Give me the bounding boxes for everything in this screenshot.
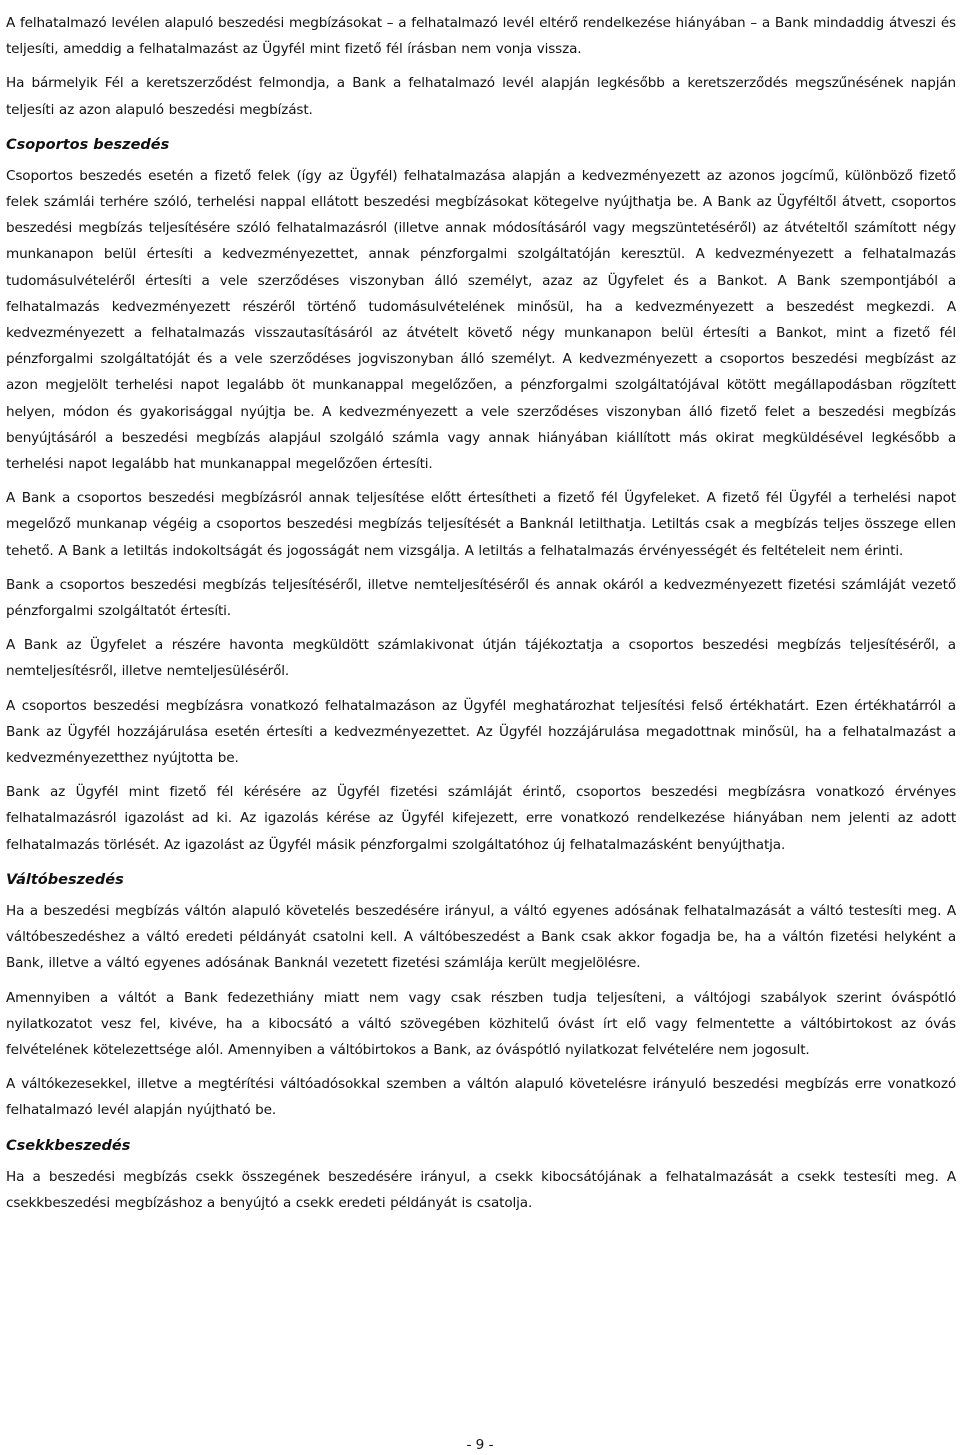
cheque-collection-paragraph-1: Ha a beszedési megbízás csekk összegének beszedésére irányul, a csekk kibocsátójának a felhatalmazását a csekk testesíti meg. A csekkbeszedési megbízáshoz a benyújtó a csekk eredeti példányát is csatolja. <box>6 1168 956 1211</box>
document-page <box>6 10 956 1216</box>
section-heading-group-collection: Csoportos beszedés <box>6 136 170 153</box>
group-collection-paragraph-4: A Bank az Ügyfelet a részére havonta megküldött számlakivonat útján tájékoztatja a csoportos beszedési megbízás teljesítéséről, a nemteljesítésről, illetve nemteljesüléséről. <box>6 637 956 680</box>
intro-paragraph-1: A felhatalmazó levélen alapuló beszedési megbízásokat – a felhatalmazó levél eltérő rendelkezése hiányában – a Bank mindaddig átveszi és teljesíti, ameddig a felhatalmazást az Ügyfél mint fizető fél írásban nem vonja vissza. <box>6 15 956 58</box>
group-collection-paragraph-6: Bank az Ügyfél mint fizető fél kérésére az Ügyfél fizetési számláját érintő, csoportos beszedési megbízásra vonatkozó érvényes felhatalmazásról igazolást ad ki. Az igazolás kérése az Ügyfél kifejezett, erre vonatkozó rendelkezése hiányában nem jelenti az adott felhatalmazás törlését. Az igazolást az Ügyfél másik pénzforgalmi szolgáltatóhoz új felhatalmazásként benyújthatja. <box>6 784 956 853</box>
section-heading-bill-collection: Váltóbeszedés <box>6 871 124 888</box>
section-heading-cheque-collection: Csekkbeszedés <box>6 1137 131 1154</box>
group-collection-paragraph-2: A Bank a csoportos beszedési megbízásról annak teljesítése előtt értesítheti a fizető fél Ügyfeleket. A fizető fél Ügyfél a terhelési napot megelőző munkanap végéig a csoportos beszedési megbízás teljesítését a Banknál letilthatja. Letiltás csak a megbízás teljes összege ellen tehető. A Bank a letiltás indokoltságát és jogosságát nem vizsgálja. A letiltás a felhatalmazás érvényességét és feltételeit nem érinti. <box>6 490 956 559</box>
group-collection-paragraph-3: Bank a csoportos beszedési megbízás teljesítéséről, illetve nemteljesítéséről és annak okáról a kedvezményezett fizetési számláját vezető pénzforgalmi szolgáltatót értesíti. <box>6 576 956 620</box>
intro-paragraph-2: Ha bármelyik Fél a keretszerződést felmondja, a Bank a felhatalmazó levél alapján legkésőbb a keretszerződés megszűnésének napján teljesíti az azon alapuló beszedési megbízást. <box>6 75 956 118</box>
group-collection-paragraph-5: A csoportos beszedési megbízásra vonatkozó felhatalmazáson az Ügyfél meghatározhat teljesítési felső értékhatárt. Ezen értékhatárról a Bank az Ügyfél hozzájárulása esetén értesíti a kedvezményezettet. Az Ügyfél hozzájárulása megadottnak minősül, ha a felhatalmazást a kedvezményezetthez nyújtotta be. <box>6 697 956 767</box>
bill-collection-paragraph-1: Ha a beszedési megbízás váltón alapuló követelés beszedésére irányul, a váltó egyenes adósának felhatalmazását a váltó testesíti meg. A váltóbeszedéshez a váltó eredeti példányát csatolni kell. A váltóbeszedést a Bank csak akkor fogadja be, ha a váltón fizetési helyként a Bank, illetve a váltó egyenes adósának Banknál vezetett fizetési számlája került megjelölésre. <box>6 902 956 972</box>
group-collection-paragraph-1: Csoportos beszedés esetén a fizető felek (így az Ügyfél) felhatalmazása alapján a kedvezményezett az azonos jogcímű, különböző fizető felek számlái terhére szóló, terhelési nappal ellátott beszedési megbízásokat kötegelve nyújthatja be. A Bank az Ügyféltől átvett, csoportos beszedési megbízás teljesítésére szóló felhatalmazásról (illetve annak módosításáról vagy megszüntetéséről) az átvételtől számított négy munkanapon belül értesíti a kedvezményezettet, annak pénzforgalmi szolgáltatóján keresztül. A kedvezményezett a felhatalmazás tudomásulvételéről értesíti a vele szerződéses viszonyban álló személyt, azaz az Ügyfelet és a Bankot. A Bank szempontjából a felhatalmazás kedvezményezett részéről történő tudomásulvételének minősül, ha a kedvezményezett a beszedést megkezdi. A kedvezményezett a felhatalmazás visszautasításáról az átvételt követő négy munkanapon belül értesíti a Bankot, mint a fizető fél pénzforgalmi szolgáltatóját és a vele szerződéses jogviszonyban álló személyt. A kedvezményezett a csoportos beszedési megbízást az azon megjelölt terhelési napot legalább öt munkanappal megelőzően, a pénzforgalmi szolgáltatójával kötött megállapodásban rögzített helyen, módon és gyakorisággal nyújtja be. A kedvezményezett a vele szerződéses viszonyban álló fizető felet a beszedési megbízás benyújtásáról a beszedési megbízás alapjául szolgáló számla vagy annak hiányában kiállított más okirat megküldésével legkésőbb a terhelési napot legalább hat munkanappal megelőzően értesíti. <box>6 167 956 473</box>
page-number: - 9 - <box>466 1437 494 1453</box>
bill-collection-paragraph-3: A váltókezesekkel, illetve a megtérítési váltóadósokkal szemben a váltón alapuló követelésre irányuló beszedési megbízás erre vonatkozó felhatalmazó levél alapján nyújtható be. <box>6 1076 956 1119</box>
bill-collection-paragraph-2: Amennyiben a váltót a Bank fedezethiány miatt nem vagy csak részben tudja teljesíteni, a váltójogi szabályok szerint óváspótló nyilatkozatot vesz fel, kivéve, ha a kibocsátó a váltó szövegében közhitelű óvást írt elő vagy felmentette a váltóbirtokost az óvás felvételének kötelezettsége alól. Amennyiben a váltóbirtokos a Bank, az óváspótló nyilatkozat felvételére nem jogosult. <box>6 989 956 1058</box>
